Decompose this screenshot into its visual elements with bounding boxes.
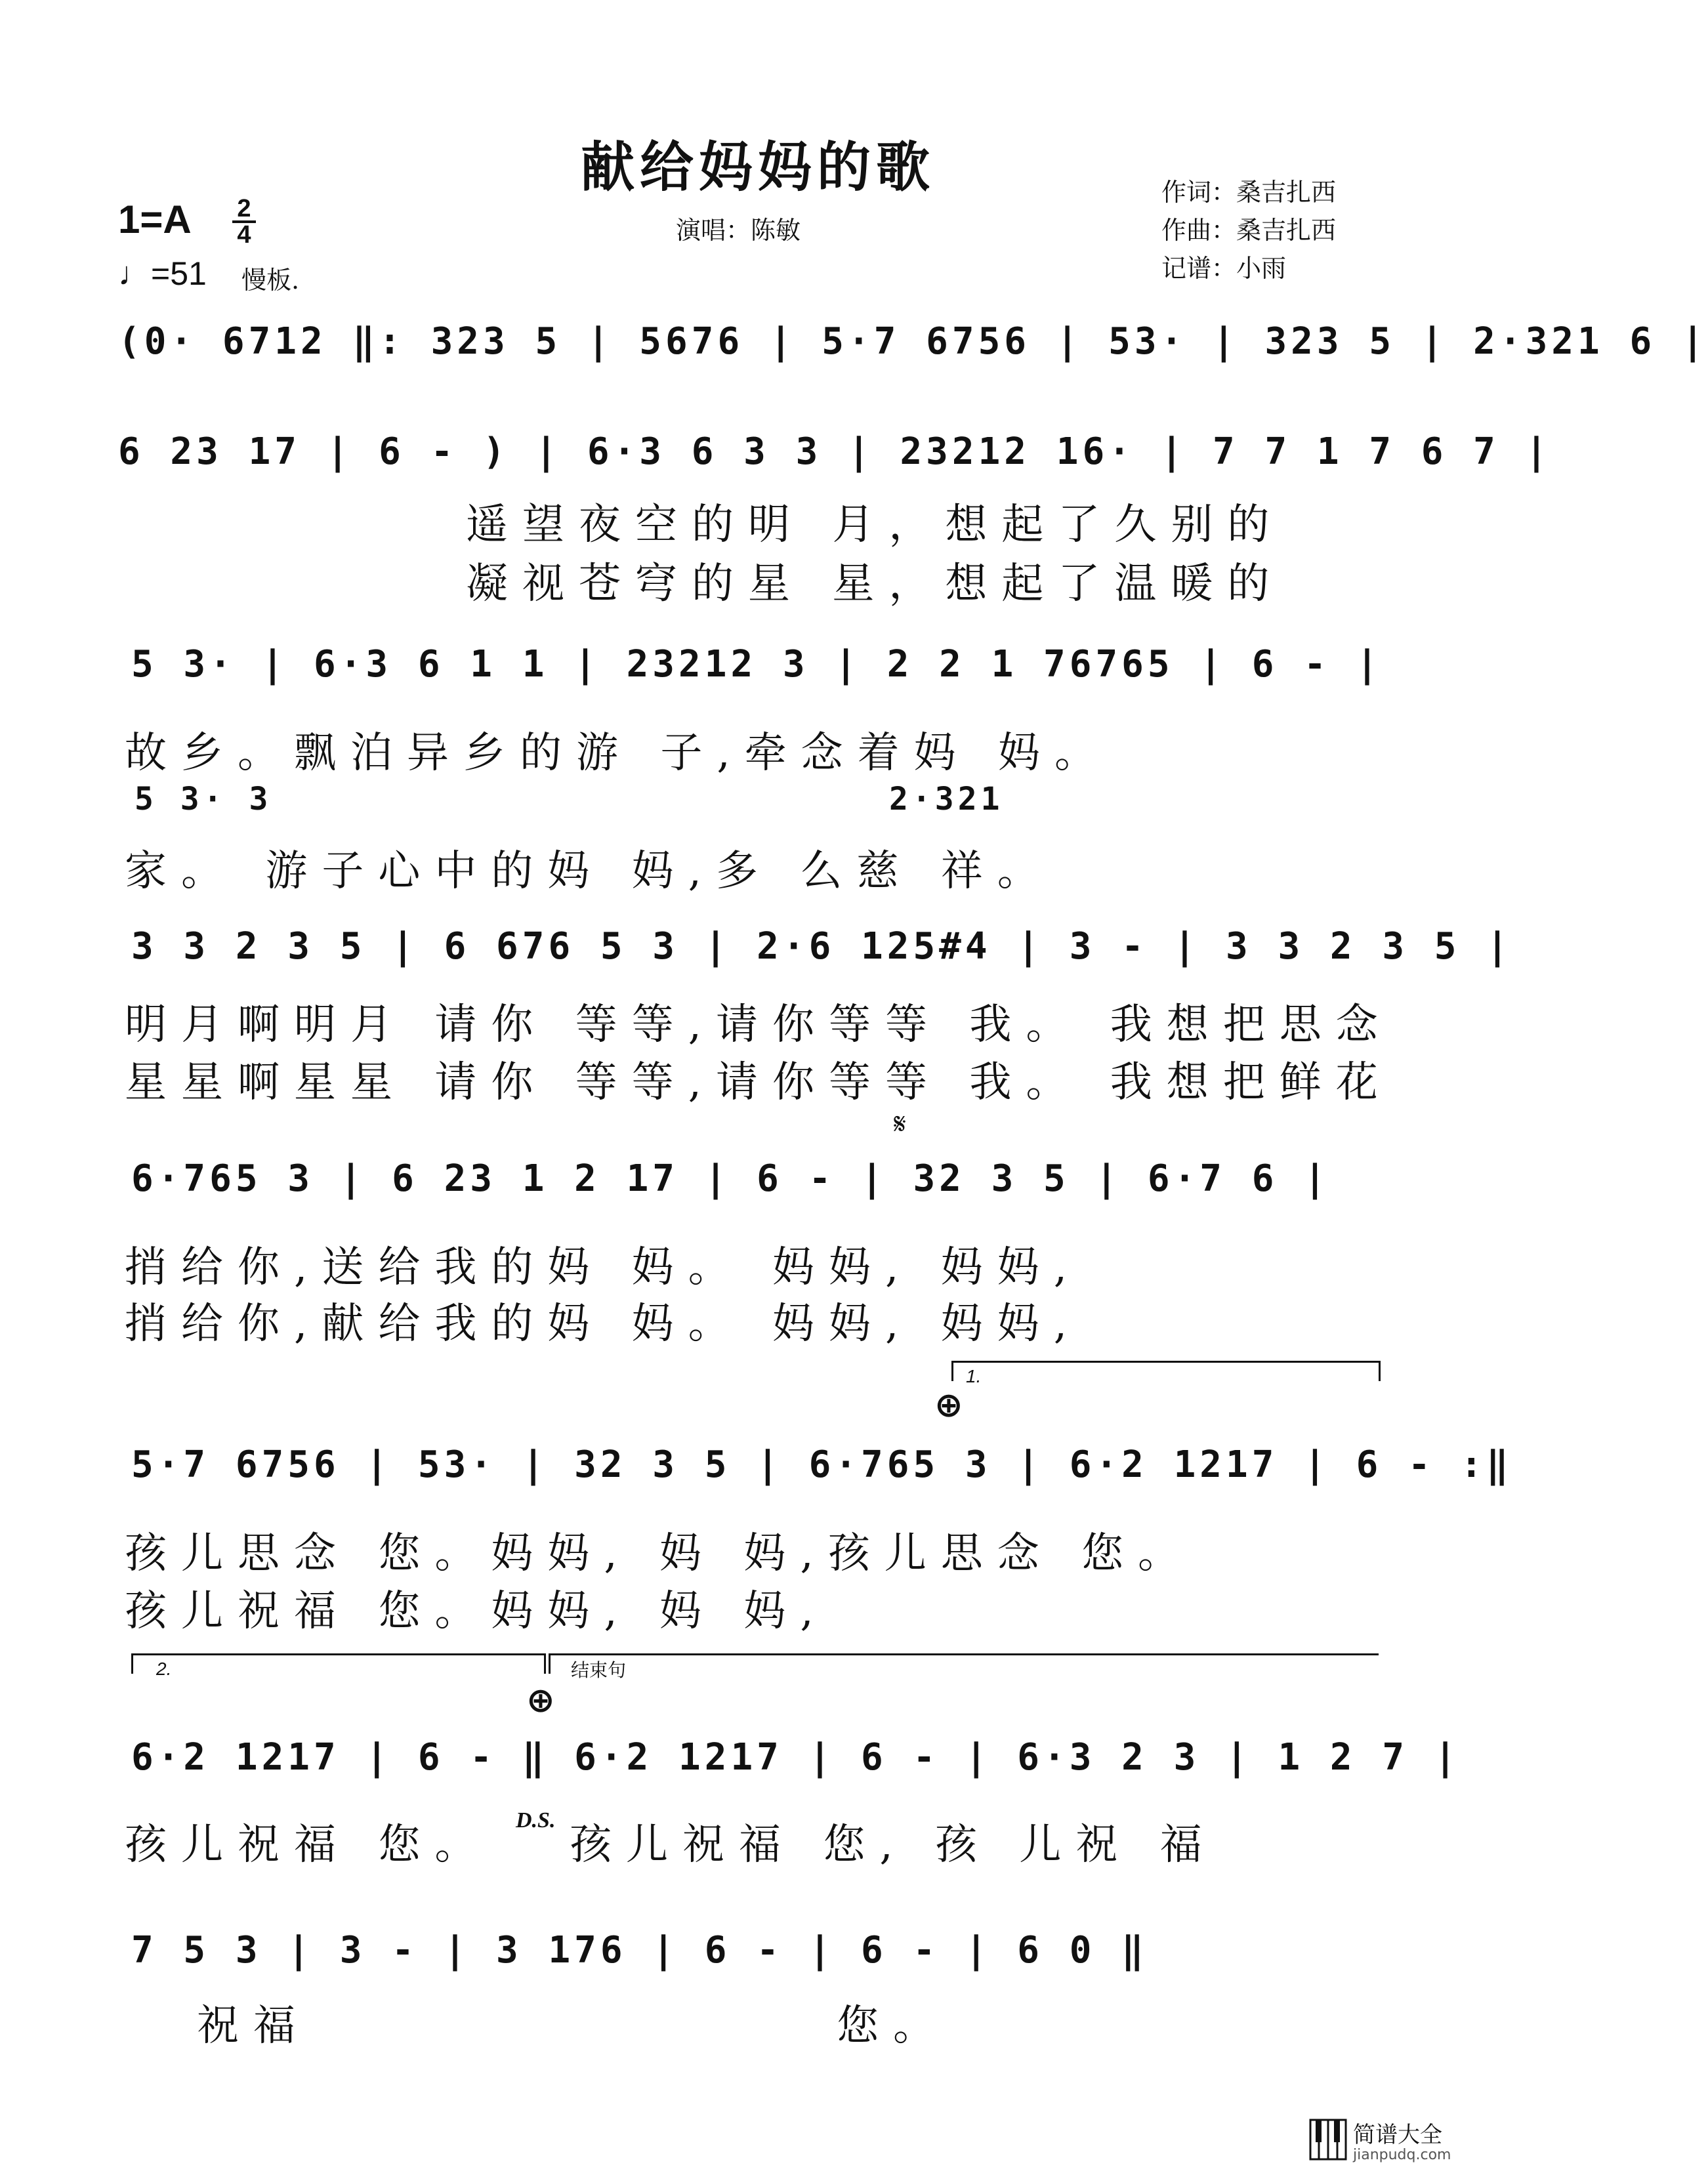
notation-row-5: 6·765 3 | 6 23 1 2 17 | 6 - | 32 3 5 | 6·7 6 |: [131, 1157, 1330, 1200]
composer: 作曲：桑吉扎西: [1161, 216, 1337, 245]
watermark-logo: [1306, 2114, 1509, 2170]
notation-row-7: 6·2 1217 | 6 - ‖ 6·2 1217 | 6 - | 6·3 2 3 | 1 2 7 |: [131, 1736, 1461, 1779]
coda-sign-2: ⊕: [526, 1681, 555, 1720]
lyric-row-3: 故乡。飘泊异乡的游 子,牵念着妈 妈。: [125, 729, 1112, 777]
lyric-row-8-a: 祝福: [197, 2002, 310, 2050]
lyric-row-5-verse-2: 捎给你,献给我的妈 妈。 妈妈, 妈妈,: [125, 1300, 1082, 1348]
ending-bracket: [549, 1653, 1379, 1674]
tempo-marking: [118, 255, 207, 293]
lyric-row-8-b: 您。: [837, 2002, 949, 2050]
time-signature: [231, 197, 257, 247]
notation-row-3: 5 3· | 6·3 6 1 1 | 23212 3 | 2 2 1 76765 | 6 - |: [131, 643, 1383, 686]
time-sig-top: 2: [237, 195, 251, 222]
notation-row-6: 5·7 6756 | 53· | 32 3 5 | 6·765 3 | 6·2 1217 | 6 - :‖: [131, 1443, 1512, 1486]
alt-notation-1: 5 3· 3: [135, 781, 272, 818]
watermark-name: 简谱大全: [1353, 2122, 1442, 2148]
lyric-row-4-verse-2: 星星啊星星 请你 等等,请你等等 我。 我想把鲜花: [125, 1058, 1392, 1107]
tempo-term: 慢板.: [241, 266, 300, 295]
lyric-row-2-verse-1: 遥望夜空的明 月，想起了久别的: [466, 501, 1284, 549]
quarter-note-icon: ♩: [118, 255, 151, 292]
volta-2-bracket: [131, 1653, 546, 1674]
notation-row-2: 6 23 17 | 6 - ) | 6·3 6 3 3 | 23212 16· | 7 7 1 7 6 7 |: [118, 430, 1552, 473]
singer: 演唱：陈敏: [676, 216, 801, 245]
transcriber: 记谱：小雨: [1161, 254, 1287, 283]
ending-label: 结束句: [571, 1659, 627, 1681]
piano-keys-icon: [1310, 2119, 1346, 2160]
volta-1-bracket: [951, 1361, 1381, 1381]
segno-sign: 𝄋: [894, 1108, 906, 1141]
lyric-row-7-a: 孩儿祝福 您。: [125, 1821, 491, 1869]
time-sig-bottom: 4: [237, 221, 251, 249]
da-segno-mark: D.S.: [516, 1808, 556, 1833]
notation-row-4: 3 3 2 3 5 | 6 676 5 3 | 2·6 125#4 | 3 - | 3 3 2 3 5 |: [131, 925, 1512, 968]
song-title: 献给妈妈的歌: [580, 136, 935, 199]
lyricist: 作词：桑吉扎西: [1161, 178, 1337, 207]
watermark-url: jianpudq.com: [1353, 2147, 1451, 2163]
lyric-row-3-alt: 家。 游子心中的妈 妈,多 么慈 祥。: [125, 847, 1054, 896]
tempo-bpm: =51: [151, 255, 207, 292]
alt-notation-2: 2·321: [889, 781, 1004, 818]
coda-sign-1: ⊕: [934, 1386, 963, 1425]
volta-1-label: 1.: [966, 1366, 982, 1386]
lyric-row-5-verse-1: 捎给你,送给我的妈 妈。 妈妈, 妈妈,: [125, 1243, 1082, 1292]
lyric-row-6-verse-1: 孩儿思念 您。妈妈, 妈 妈,孩儿思念 您。: [125, 1529, 1195, 1578]
lyric-row-7-b: 孩儿祝福 您, 孩 儿祝 福: [570, 1821, 1217, 1869]
volta-2-label: 2.: [156, 1659, 172, 1679]
notation-row-8: 7 5 3 | 3 - | 3 176 | 6 - | 6 - | 6 0 ‖: [131, 1929, 1148, 1972]
lyric-row-2-verse-2: 凝视苍穹的星 星，想起了温暖的: [466, 560, 1284, 608]
notation-row-1: (0· 6712 ‖: 323 5 | 5676 | 5·7 6756 | 53· | 323 5 | 2·321 6 |: [118, 320, 1708, 363]
lyric-row-6-verse-2: 孩儿祝福 您。妈妈, 妈 妈,: [125, 1587, 828, 1636]
key-signature: 1=A: [118, 197, 192, 241]
lyric-row-4-verse-1: 明月啊明月 请你 等等,请你等等 我。 我想把思念: [125, 1001, 1392, 1049]
